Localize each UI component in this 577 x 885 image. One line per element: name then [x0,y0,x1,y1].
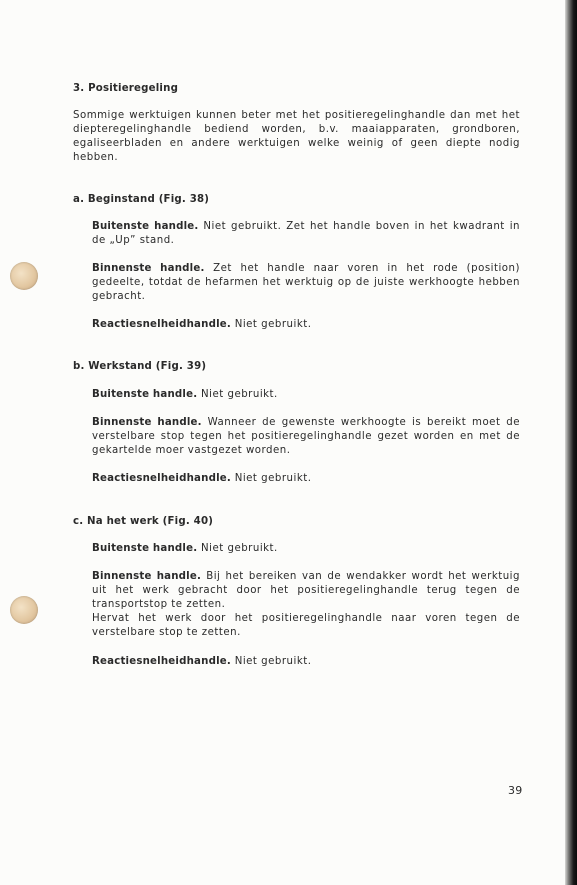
subsection-c-item-2 [92,570,520,612]
punch-hole-bottom [10,596,38,624]
item-text: Zet het handle naar voren in het rode (position) gedeelte, totdat de hefarmen het werktuig op de juiste werkhoogte hebben gebracht. [92,263,520,302]
item-label: Buitenste handle. [92,543,198,554]
item-text: Niet gebruikt. [201,543,278,554]
item-text: Niet gebruikt. [234,473,312,484]
subsection-b-item-2 [92,416,520,458]
subsection-a-item-2 [92,262,520,304]
subsection-c-heading: c. Na het werk (Fig. 40) [73,516,214,527]
item-text: Niet gebruikt. Zet het handle boven in het kwadrant in de „Up” stand. [92,221,520,246]
item-text: Niet gebruikt. [234,656,312,667]
subsection-c-item-2-continued: Hervat het werk door het positieregelinghandle naar voren tegen de verstelbare stop te zetten. [92,613,520,638]
subsection-b-item-1 [92,388,520,402]
subsection-a-heading: a. Beginstand (Fig. 38) [73,194,210,205]
subsection-a-item-1 [92,220,520,248]
subsection-a-item-3 [92,318,520,332]
punch-hole-top [10,262,38,290]
subsection-c-item-3 [92,655,520,669]
item-label: Binnenste handle. [92,417,202,428]
subsection-b-heading: b. Werkstand (Fig. 39) [73,361,207,372]
item-label: Buitenste handle. [92,221,199,232]
item-text: Niet gebruikt. [234,319,312,330]
subsection-c-item-1 [92,542,520,556]
binding-spine [565,0,577,885]
section-heading: 3. Positieregeling [73,83,179,94]
item-label: Reactiesnelheidhandle. [92,473,231,484]
item-text: Niet gebruikt. [201,389,278,400]
item-label: Binnenste handle. [92,263,205,274]
item-label: Reactiesnelheidhandle. [92,656,231,667]
item-text: Bij het bereiken van de wendakker wordt het werktuig uit het werk gebracht door het positieregelinghandle terug tegen de transportstop te zetten. [92,571,520,610]
page-number: 39 [508,784,523,797]
section-intro: Sommige werktuigen kunnen beter met het positieregelinghandle dan met het diepteregelinghandle bediend worden, b.v. maaiapparaten, grondboren, egaliseerbladen en andere werktuigen welke weinig of geen diepte nodig hebben. [73,110,520,163]
item-label: Binnenste handle. [92,571,202,582]
item-label: Buitenste handle. [92,389,198,400]
item-label: Reactiesnelheidhandle. [92,319,231,330]
subsection-b-item-3 [92,472,520,486]
item-text: Wanneer de gewenste werkhoogte is bereikt moet de verstelbare stop tegen het positieregelinghandle gezet worden en met de gekartelde moer vastgezet worden. [92,417,520,456]
